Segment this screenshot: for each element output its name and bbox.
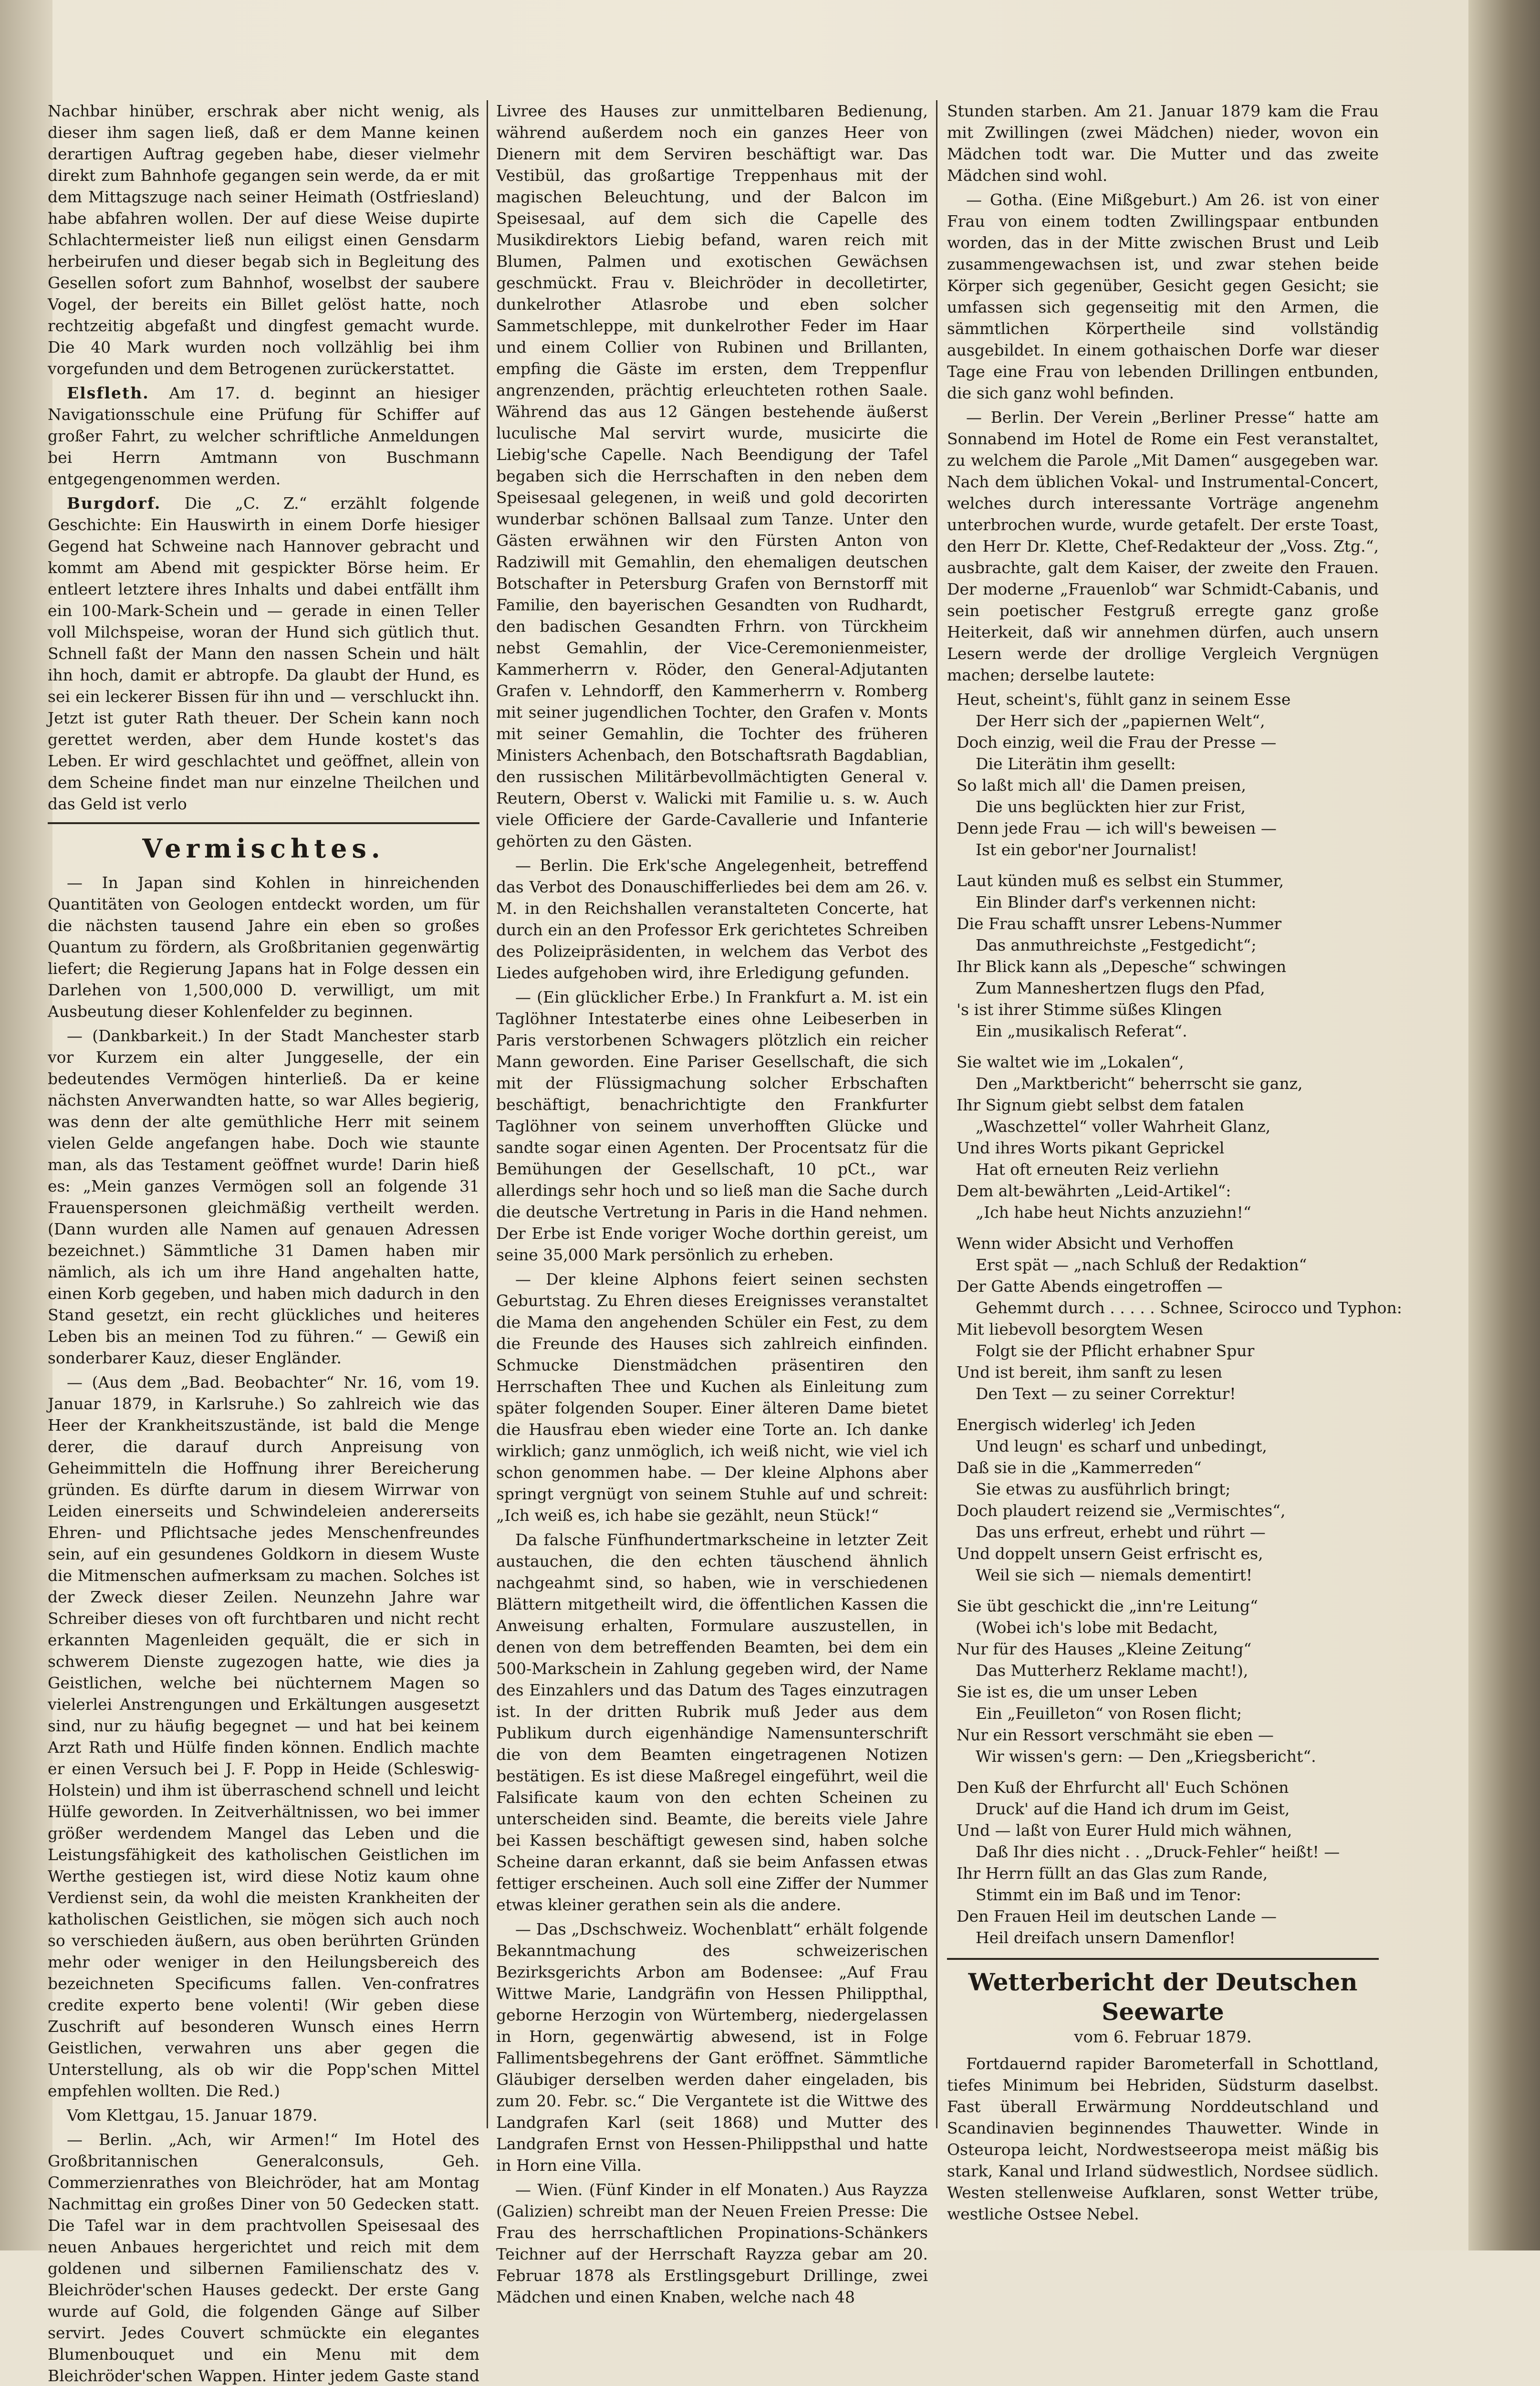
section-title: Vermischtes. [142,833,385,864]
poem-line: Der Gatte Abends eingetroffen — [957,1277,1223,1296]
poem-line: Heil dreifach unsern Damenflor! [976,1928,1236,1947]
poem-line: Doch einzig, weil die Frau der Presse — [957,733,1277,752]
poem-line: Folgt sie der Pflicht erhabner Spur [976,1341,1255,1360]
poem-line: Den Frauen Heil im deutschen Lande — [957,1907,1277,1926]
poem-line: Nur ein Ressort verschmäht sie eben — [957,1726,1274,1744]
article-dschschweiz: — Das „Dschschweiz. Wochenblatt“ erhält folgende Bekanntmachung des schweizerischen Bezirksgerichts Arbon am Bodensee: „Auf Frau Wittwe Marie, Landgräfin von Hessen Philippthal, geborne Herzogin von Würtemberg, niedergelassen in Horn, gegenwärtig abwesend, ist in Folge Fallimentsbegehrens der Gant eröffnet. Sämmtliche Gläubiger derselben werden daher eingeladen, bis zum 20. Febr. sc.“ Die Vergantete ist die Wittwe des Landgrafen Karl (seit 1868) und Mutter des Landgrafen Ernst von Hessen-Philippsthal und hatte in Horn eine Villa. [496,1920,928,2175]
article-continuation: Nachbar hinüber, erschrak aber nicht wenig, als dieser ihm sagen ließ, daß er dem Manne keinen derartigen Auftrag gegeben habe, dieser vielmehr direkt zum Bahnhofe gegangen sein werde, da er mit dem Mittagszuge nach seiner Heimath (Ostfriesland) habe abfahren wollen. Der auf diese Weise dupirte Schlachtermeister ließ nun eiligst einen Gensdarm herbeirufen und dieser begab sich in Begleitung des Gesellen sofort zum Bahnhof, woselbst der saubere Vogel, der bereits ein Billet gelöst hatte, noch rechtzeitig abgefaßt und dingfest gemacht wurde. Die 40 Mark wurden noch vollzählig bei ihm vorgefunden und dem Betrogenen zurückerstattet. [48,102,479,378]
poem-line: Nur für des Hauses „Kleine Zeitung“ [957,1640,1252,1658]
poem-line: Die Frau schafft unsrer Lebens-Nummer [957,914,1282,933]
poem-line: Sie etwas zu ausführlich bringt; [976,1480,1231,1498]
poem-line: Denn jede Frau — ich will's beweisen — [957,819,1277,837]
poem-line: Sie übt geschickt die „inn're Leitung“ [957,1597,1258,1615]
article-berlin-bleichroeder: — Berlin. „Ach, wir Armen!“ Im Hotel des Großbritannischen Generalconsuls, Geh. Commerzienrathes von Bleichröder, hat am Montag Nachmittag ein großes Diner von 50 Gedecken statt. Die Tafel war in dem prachtvollen Speisesaal des neuen Anbaues hergerichtet und reich mit dem goldenen und silbernen Familienschatz des v. Bleichröder'schen Hauses gedeckt. Der erste Gang wurde auf Gold, die folgenden Gänge auf Silber servirt. Jedes Couvert schmückte ein elegantes Blumenbouquet und ein Menu mit dem Bleichröder'schen Wappen. Hinter jedem Gaste stand [48,2130,479,2385]
poem-line: Dem alt-bewährten „Leid-Artikel“: [957,1182,1231,1200]
article-text: Am 17. d. beginnt an hiesiger Navigationsschule eine Prüfung für Schiffer auf großer Fahrt, zu welcher schriftliche Anmeldungen bei Herrn Amtmann von Buschmann entgegengenommen werden. [48,384,479,488]
article-text: Die „C. Z.“ erzählt folgende Geschichte: Ein Hauswirth in einem Dorfe hiesiger Gegend hat Schweine nach Hannover gebracht und kommt am Abend mit gespickter Börse heim. Er entleert letztere ihres Inhalts und dabei entfällt ihm ein 100-Mark-Schein und — gerade in einen Teller voll Milchspeise, woran der Hund sich gütlich thut. Schnell faßt der Mann den nassen Schein und hält ihn hoch, damit er abtropfe. Da glaubt der Hund, es sei ein leckerer Bissen für ihn und — verschluckt ihn. Jetzt ist guter Rath theuer. Der Schein kann noch gerettet werden, aber dem Hunde kostet's das Leben. Er wird geschlachtet und geöffnet, allein von dem Scheine findet man nur einzelne Theilchen und das Geld ist verlo [48,494,480,813]
poem-line: Ein „musikalisch Referat“. [976,1022,1187,1040]
poem-line: Druck' auf die Hand ich drum im Geist, [976,1800,1290,1818]
section-divider [947,1958,1379,1960]
poem-line: Zum Manneshertzen flugs den Pfad, [976,979,1265,997]
column-1 [48,100,480,2385]
article-fuenfhundert: Da falsche Fünfhundertmarkscheine in letzter Zeit austauchen, die den echten täuschend ähnlich nachgeahmt sind, so haben, wie in verschiedenen Blättern mitgetheilt wird, die öffentlichen Kassen die Anweisung erhalten, Formulare auszustellen, in denen von dem betreffenden Beamten, bei dem ein 500-Markschein in Zahlung gegeben wird, der Name des Einzahlers und das Datum des Tages einzutragen ist. In der dritten Rubrik muß Jeder aus dem Publikum durch eigenhändige Namensunterschrift die von dem Beamten eingetragenen Notizen bestätigen. Es ist diese Maßregel eingeführt, weil die Falsificate kaum von den echten Scheinen zu unterscheiden sind. Beamte, die bereits viele Jahre bei Kassen beschäftigt gewesen sind, haben solche Scheine daran erkannt, daß sie beim Anfassen etwas fettiger erscheinen. Auch soll eine Ziffer der Nummer etwas kleiner gerathen sein als die andere. [496,1530,928,1914]
poem-line: „Waschzettel“ voller Wahrheit Glanz, [976,1117,1271,1136]
poem-line: Die uns beglückten hier zur Frist, [976,797,1246,816]
poem-line: Ihr Signum giebt selbst dem fatalen [957,1096,1244,1114]
article-alphons: — Der kleine Alphons feiert seinen sechsten Geburtstag. Zu Ehren dieses Ereignisses veranstaltet die Mama den angehenden Schüler ein Fest, zu dem die Freunde des Hauses sich zahlreich einfinden. Schmucke Dienstmädchen präsentiren den Herrschaften Thee und Kuchen als Einleitung zum später folgenden Souper. Einer älteren Dame bietet die Hausfrau eben wieder eine Torte an. Ich danke wirklich; ganz unmöglich, ich weiß nicht, wie viel ich schon genommen habe. — Der kleine Alphons aber springt vergnügt von seinem Stuhle auf und schreit: „Ich weiß es, ich habe sie gezählt, neun Stück!“ [496,1270,928,1525]
column-rule [936,100,937,2128]
weather-title: Wetterbericht der Deutschen Seewarte [968,1968,1358,2026]
poem [947,689,1402,1948]
poem-line: Mit liebevoll besorgtem Wesen [957,1320,1203,1339]
poem-line: Und leugn' es scharf und unbedingt, [976,1437,1267,1455]
poem-line: Den Kuß der Ehrfurcht all' Euch Schönen [957,1778,1289,1797]
poem-stanza [947,1777,1379,1948]
poem-line: Wenn wider Absicht und Verhoffen [957,1234,1234,1253]
poem-line: Gehemmt durch . . . . . Schnee, Scirocco und Typhon: [976,1298,1402,1317]
article-elsfleth [48,382,479,490]
poem-stanza [947,1051,1379,1223]
poem-line: Stimmt ein im Baß und im Tenor: [976,1885,1241,1904]
poem-line: Die Literätin ihm gesellt: [976,754,1176,773]
poem-line: Laut künden muß es selbst ein Stummer, [957,871,1284,890]
poem-line: Ein „Feuilleton“ von Rosen flicht; [976,1704,1242,1723]
poem-line: Ihr Blick kann als „Depesche“ schwingen [957,957,1287,976]
poem-line: Der Herr sich der „papiernen Welt“, [976,712,1265,730]
poem-line: Erst spät — „nach Schluß der Redaktion“ [976,1256,1307,1274]
article-continuation: Livree des Hauses zur unmittelbaren Bedienung, während außerdem noch ein ganzes Heer von Dienern mit dem Serviren beschäftigt war. Das Vestibül, das großartige Treppenhaus mit der magischen Beleuchtung, und der Balcon im Speisesaal, auf dem sich die Capelle des Musikdirektors Liebig befand, waren reich mit Blumen, Palmen und exotischen Gewächsen geschmückt. Frau v. Bleichröder in decolletirter, dunkelrother Atlasrobe und eben solcher Sammetschleppe, mit dunkelrother Feder im Haar und einem Collier von Rubinen und Brillanten, empfing die Gäste im ersten, dem Treppenflur angrenzenden, prächtig erleuchteten rothen Saale. Während das aus 12 Gängen bestehende äußerst luculische Mal servirt wurde, musicirte die Liebig'sche Capelle. Nach Beendigung der Tafel begaben sich die Herrschaften in den neben dem Speisesaal gelegenen, in weiß und gold decorirten wunderbar schönen Ballsaal zum Tanze. Unter den Gästen erwähnen wir den Fürsten Anton von Radziwill mit Gemahlin, den ehemaligen deutschen Botschafter in Petersburg Grafen von Bernstorff mit Familie, den bayerischen Gesandten von Rudhardt, den badischen Gesandten Frhrn. von Türckheim nebst Gemahlin, der Vice-Ceremonienmeister, Kammerherrn v. Röder, den General-Adjutanten Grafen v. Lehndorff, den Kammerherrn v. Romberg mit seiner jugendlichen Tochter, den Grafen v. Monts mit seiner Gemahlin, die Tochter des früheren Ministers Achenbach, den Botschaftsrath Bagdablian, den russischen Militärbevollmächtigten General v. Reutern, Oberst v. Walicki mit Familie u. s. w. Auch viele Officiere der Garde-Cavallerie und Infanterie gehörten zu den Gästen. [496,102,928,850]
poem-line: Und ist bereit, ihm sanft zu lesen [957,1363,1223,1381]
dateline: Vom Klettgau, 15. Januar 1879. [67,2106,318,2124]
poem-line: Und — laßt von Eurer Huld mich wähnen, [957,1821,1292,1840]
poem-line: Daß sie in die „Kammerreden“ [957,1458,1202,1477]
article-dankbarkeit: — (Dankbarkeit.) In der Stadt Manchester starb vor Kurzem ein alter Junggeselle, der ein bedeutendes Vermögen hinterließ. Da er keine nächsten Anverwandten hatte, so war Alles begierig, was denn der alte gemüthliche Herr mit seinem vielen Gelde angefangen habe. Doch wie staunte man, als das Testament geöffnet wurde! Darin hieß es: „Mein ganzes Vermögen soll an folgende 31 Frauenspersonen gleichmäßig vertheilt werden. (Dann wurden alle Namen auf genauen Adressen bezeichnet.) Sämmtliche 31 Damen haben mir nämlich, als ich um ihre Hand angehalten hatte, einen Korb gegeben, und haben mich dadurch in den Stand gesetzt, ein recht glückliches und heiteres Leben bis an meinen Tod zu führen.“ — Gewiß ein sonderbarer Kauz, dieser Engländer. [48,1026,479,1367]
article-burgdorf [48,492,479,815]
article-erbe: — (Ein glücklicher Erbe.) In Frankfurt a. M. ist ein Taglöhner Intestaterbe eines ohne Leibeserben in Paris verstorbenen Schwagers plötzlich ein reicher Mann geworden. Eine Pariser Gesellschaft, die sich mit der Flüssigmachung solcher Erbschaften beschäftigt, benachrichtigte den Frankfurter Taglöhner von seinem unverhofften Glücke und sandte sogar einen Agenten. Der Procentsatz für die Bemühungen der Gesellschaft, 10 pCt., war allerdings sehr hoch und so ließ man die Sache durch die deutsche Vertretung in Paris in die Hand nehmen. Der Erbe ist Ende voriger Woche dorthin gereist, um seine 35,000 Mark persönlich zu erheben. [496,988,928,1264]
poem-line: Daß Ihr dies nicht . . „Druck-Fehler“ heißt! — [976,1842,1340,1861]
page-gutter [0,0,52,2250]
poem-line: Und ihres Worts pikant Geprickel [957,1139,1225,1157]
poem-line: Ihr Herrn füllt an das Glas zum Rande, [957,1864,1268,1883]
poem-stanza [947,689,1379,860]
poem-line: Das anmuthreichste „Festgedicht“; [976,936,1257,954]
section-divider [48,822,479,824]
poem-line: Energisch widerleg' ich Jeden [957,1415,1196,1434]
book-binding [1468,0,1540,2250]
poem-line: Das Mutterherz Reklame macht!), [976,1661,1249,1680]
poem-line: (Wobei ich's lobe mit Bedacht, [976,1618,1218,1637]
article-wien: — Wien. (Fünf Kinder in elf Monaten.) Aus Rayzza (Galizien) schreibt man der Neuen Freien Presse: Die Frau des herrschaftlichen Propinations-Schänkers Teichner auf der Herrschaft Rayzza gebar am 20. Februar 1878 als Erstlingsgeburt Drillinge, zwei Mädchen und einen Knaben, welche nach 48 [496,2180,928,2306]
poem-line: Den „Marktbericht“ beherrscht sie ganz, [976,1074,1303,1093]
place-name: Burgdorf. [67,494,161,513]
column-3 [947,100,1402,2223]
poem-line: 's ist ihrer Stimme süßes Klingen [957,1000,1222,1019]
poem-stanza [947,1233,1402,1404]
article-continuation: Stunden starben. Am 21. Januar 1879 kam die Frau mit Zwillingen (zwei Mädchen) nieder, wovon ein Mädchen todt war. Die Mutter und das zweite Mädchen sind wohl. [947,102,1379,185]
poem-line: Sie ist es, die um unser Leben [957,1683,1198,1701]
poem-line: Das uns erfreut, erhebt und rührt — [976,1523,1266,1541]
poem-stanza [947,870,1379,1042]
article-gotha: — Gotha. (Eine Mißgeburt.) Am 26. ist von einer Frau von einem todten Zwillingspaar entbunden worden, das in der Mitte zwischen Brust und Leib zusammengewachsen ist, und zwar stehen beide Körper sich gegenüber, Gesicht gegen Gesicht; sie umfassen sich gegenseitig mit den Armen, die sämmtlichen Körpertheile sind vollständig ausgebildet. In einem gothaischen Dorfe war dieser Tage eine Frau von lebenden Drillingen entbunden, die sich ganz wohl befinden. [947,190,1379,402]
column-rule [487,100,488,2128]
poem-line: Hat oft erneuten Reiz verliehn [976,1160,1219,1179]
article-berlin-presse: — Berlin. Der Verein „Berliner Presse“ hatte am Sonnabend im Hotel de Rome ein Fest veranstaltet, zu welchem die Parole „Mit Damen“ ausgegeben war. Nach dem üblichen Vokal- und Instrumental-Concert, welches durch interessante Vorträge angenehm unterbrochen wurde, wurde getafelt. Der erste Toast, den Herr Dr. Klette, Chef-Redakteur der „Voss. Ztg.“, ausbrachte, galt dem Kaiser, der zweite den Frauen. Der moderne „Frauenlob“ war Schmidt-Cabanis, und sein poetischer Festgruß erregte ganz große Heiterkeit, daß wir annehmen dürfen, auch unsern Lesern werde der drollige Vergleich Vergnügen machen; derselbe lautete: [947,408,1379,684]
poem-line: Doch plaudert reizend sie „Vermischtes“, [957,1501,1286,1520]
poem-line: Und doppelt unsern Geist erfrischt es, [957,1544,1263,1563]
weather-date: vom 6. Februar 1879. [1074,2028,1252,2047]
article-japan: — In Japan sind Kohlen in hinreichenden Quantitäten von Geologen entdeckt worden, um für die nächsten tausend Jahre ein eben so großes Quantum zu fördern, als Großbritanien gegenwärtig liefert; die Regierung Japans hat in Folge dessen ein Darlehen von 1,500,000 D. verwilligt, um mit Ausbeutung dieser Kohlenfelder zu beginnen. [48,873,479,1021]
column-2 [496,100,928,2306]
poem-line: So laßt mich all' die Damen preisen, [957,776,1246,795]
poem-line: Heut, scheint's, fühlt ganz in seinem Esse [957,690,1291,709]
article-berlin-erk: — Berlin. Die Erk'sche Angelegenheit, betreffend das Verbot des Donauschifferliedes bei dem am 26. v. M. in den Reichshallen veranstalteten Concerte, hat durch ein an den Professor Erk gerichtetes Schreiben des Polizeipräsidenten, in welchem das Verbot des Liedes aufgehoben wird, ihre Erledigung gefunden. [496,856,928,982]
weather-report: Fortdauernd rapider Barometerfall in Schottland, tiefes Minimum bei Hebriden, Südsturm daselbst. Fast überall Erwärmung Norddeutschland und Scandinavien beginnendes Thauwetter. Winde in Osteuropa leicht, Nordwestseeropa meist mäßig bis stark, Kanal und Irland südwestlich, Nordsee südlich. Westen stellenweise Aufklaren, sonst Wetter trübe, westliche Ostsee Nebel. [947,2054,1379,2223]
poem-line: Den Text — zu seiner Correktur! [976,1384,1236,1403]
poem-line: Ein Blinder darf's verkennen nicht: [976,893,1257,911]
poem-line: Ist ein gebor'ner Journalist! [976,840,1197,859]
place-name: Elsfleth. [67,384,149,402]
poem-line: Wir wissen's gern: — Den „Kriegsbericht“. [976,1747,1316,1766]
poem-line: „Ich habe heut Nichts anzuziehn!“ [976,1203,1251,1222]
poem-stanza [947,1414,1379,1586]
poem-line: Weil sie sich — niemals dementirt! [976,1566,1253,1584]
poem-stanza [947,1595,1379,1767]
poem-line: Sie waltet wie im „Lokalen“, [957,1053,1184,1071]
article-bad-beobachter: — (Aus dem „Bad. Beobachter“ Nr. 16, vom 19. Januar 1879, in Karlsruhe.) So zahlreich wie das Heer der Krankheitszustände, ist bald die Menge derer, die darauf durch Anpreisung von Geheimmitteln die Hoffnung ihrer Bereicherung gründen. Es dürfte darum in diesem Wirrwar von Leiden einerseits und Schwindeleien andererseits Ehren- und Pflichtsache jedes Menschenfreundes sein, auf ein gesundenes Goldkorn in diesem Wuste die Mitmenschen aufmerksam zu machen. Solches ist der Zweck dieser Zeilen. Neunzehn Jahre war Schreiber dieses von oft furchtbaren und nicht recht erkannten Magenleiden gequält, die er sich in schwerem Dienste zugezogen hatte, wie dies ja Geistlichen, welche bei nüchternem Magen so vielerlei Anstrengungen und Erkältungen ausgesetzt sind, nur zu häufig begegnet — und hat bei keinem Arzt Rath und Hülfe finden können. Endlich machte er einen Versuch bei J. F. Popp in Heide (Schleswig-Holstein) und ihm ist überraschend schnell und leicht Hülfe geworden. In Zeitverhältnissen, wo bei immer größer werdendem Mangel das Leben und die Leistungsfähigkeit des katholischen Geistlichen im Werthe gestiegen ist, wird diese Notiz kaum ohne Verdienst sein, da wohl die meisten Krankheiten der katholischen Geistlichen, sie mögen sich auch noch so verschieden äußern, aus oben berührten Gründen mehr oder weniger in den Heilungsbereich des bezeichneten Specificums fallen. Ven-confratres credite experto bene volenti! (Wir geben diese Zuschrift auf besonderen Wunsch eines Herrn Geistlichen, verwahren uns aber gegen die Unterstellung, als ob wir die Popp'schen Mittel empfehlen wollten. Die Red.) [48,1373,479,2100]
